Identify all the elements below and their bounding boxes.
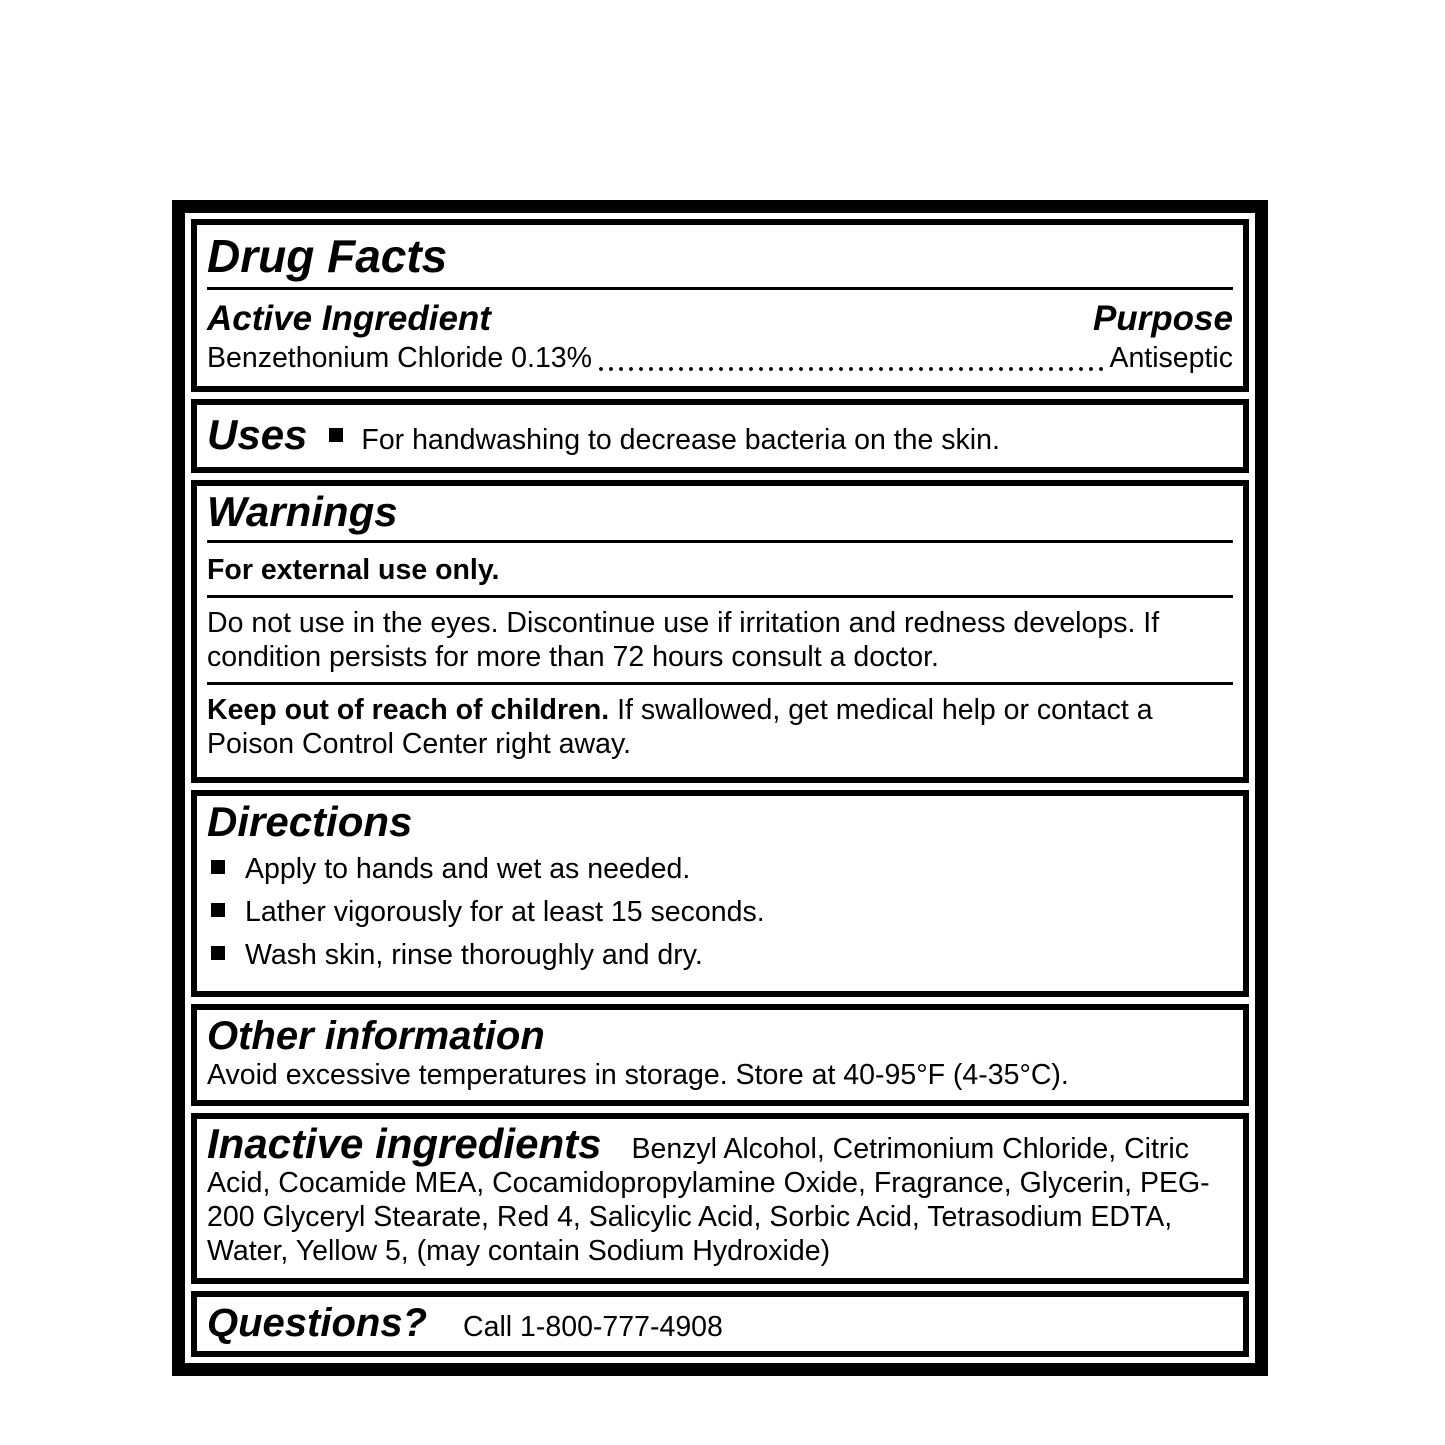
square-bullet-icon xyxy=(329,428,343,442)
active-ingredient-row xyxy=(207,340,1233,376)
section-directions xyxy=(191,790,1249,997)
uses-row xyxy=(207,409,1233,461)
uses-text: For handwashing to decrease bacteria on the skin. xyxy=(361,424,1000,456)
drug-facts-panel xyxy=(172,200,1268,1376)
warnings-divider-2 xyxy=(207,595,1233,598)
warnings-divider-3 xyxy=(207,682,1233,685)
inactive-ingredients-text: Benzyl Alcohol, Cetrimonium Chloride, Citric Acid, Cocamide MEA, Cocamidopropylamine Oxide, Fragrance, Glycerin, PEG-200 Glyceryl Stearate, Red 4, Salicylic Acid, Sorbic Acid, Tetrasodium EDTA, Water, Yellow 5, (may contain Sodium Hydroxide) xyxy=(207,1133,1210,1267)
purpose-value: Antiseptic xyxy=(1109,342,1233,374)
section-uses xyxy=(191,399,1249,473)
other-information-text: Avoid excessive temperatures in storage. Store at 40-95°F (4-35°C). xyxy=(207,1059,1069,1091)
direction-item-text: Wash skin, rinse thoroughly and dry. xyxy=(245,939,703,971)
square-bullet-icon xyxy=(211,903,225,917)
directions-heading: Directions xyxy=(207,798,413,845)
children-warning-text xyxy=(207,693,1233,761)
children-warning-rest: If swallowed, get medical help or contact a Poison Control Center right away. xyxy=(207,694,1153,760)
children-warning-bold: Keep out of reach of children. xyxy=(207,694,610,726)
direction-item-text: Apply to hands and wet as needed. xyxy=(245,853,691,885)
ingredient-name: Benzethonium Chloride 0.13% xyxy=(207,342,592,374)
square-bullet-icon xyxy=(211,946,225,960)
square-bullet-icon xyxy=(211,860,225,874)
warnings-divider xyxy=(207,540,1233,543)
title-divider xyxy=(207,287,1233,290)
inactive-ingredients-heading: Inactive ingredients xyxy=(207,1120,602,1167)
section-questions xyxy=(191,1291,1249,1357)
eyes-warning-text: Do not use in the eyes. Discontinue use if irritation and redness develops. If condition persists for more than 72 hours consult a doctor. xyxy=(207,607,1160,673)
other-information-heading: Other information xyxy=(207,1014,545,1058)
section-inactive-ingredients xyxy=(191,1113,1249,1284)
dot-leader xyxy=(596,366,1105,372)
warnings-heading: Warnings xyxy=(207,488,398,535)
purpose-heading: Purpose xyxy=(1092,299,1233,338)
direction-item xyxy=(211,938,1233,972)
external-use-text: For external use only. xyxy=(207,554,500,586)
drug-facts-title: Drug Facts xyxy=(207,230,448,282)
uses-heading: Uses xyxy=(207,411,308,458)
questions-row xyxy=(207,1301,1233,1345)
section-warnings xyxy=(191,480,1249,783)
direction-item xyxy=(211,895,1233,929)
active-ingredient-header-row xyxy=(207,298,1233,340)
inactive-ingredients-paragraph xyxy=(207,1120,1233,1268)
questions-phone-text: Call 1-800-777-4908 xyxy=(463,1311,723,1343)
direction-item-text: Lather vigorously for at least 15 seconds. xyxy=(245,896,765,928)
questions-heading: Questions? xyxy=(207,1301,428,1345)
section-drug-facts xyxy=(191,219,1249,392)
active-ingredient-heading: Active Ingredient xyxy=(207,299,491,338)
section-other-information xyxy=(191,1004,1249,1106)
direction-item xyxy=(211,852,1233,886)
